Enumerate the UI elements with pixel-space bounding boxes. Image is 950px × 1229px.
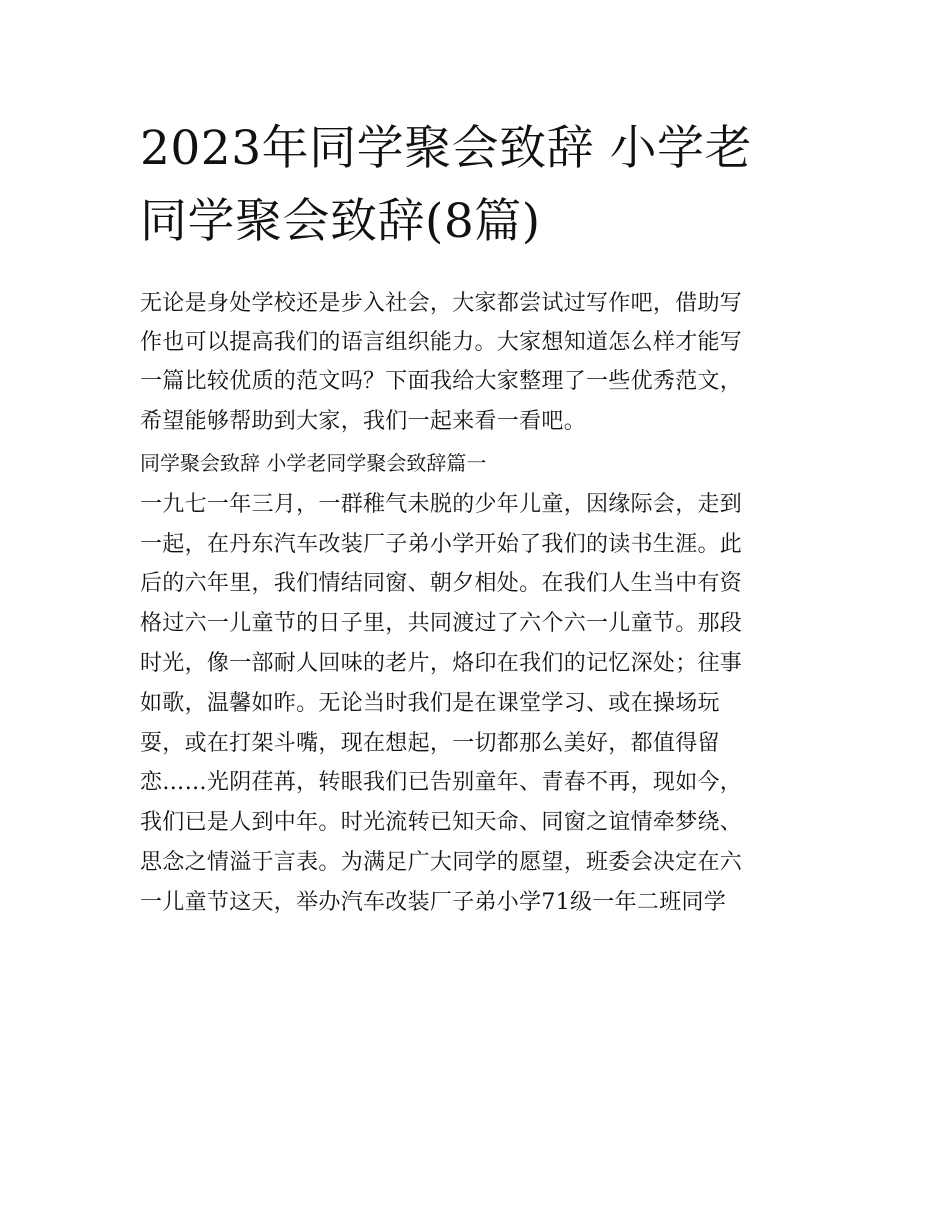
document-content	[140, 112, 816, 923]
body-line: 后的六年里，我们情结同窗、朝夕相处。在我们人生当中有资	[140, 571, 743, 597]
intro-paragraph	[140, 284, 816, 441]
body-line: 时光，像一部耐人回味的老片，烙印在我们的记忆深处；往事	[140, 651, 743, 676]
body-line: 一起，在丹东汽车改装厂子弟小学开始了我们的读书生涯。此	[140, 531, 743, 557]
body-line: 恋……光阴荏苒，转眼我们已告别童年、青春不再，现如今，	[140, 770, 743, 796]
body-line: 思念之情溢于言表。为满足广大同学的愿望，班委会决定在六	[140, 849, 743, 875]
body-line: 如歌，温馨如昨。无论当时我们是在课堂学习、或在操场玩	[140, 690, 720, 716]
intro-line: 一篇比较优质的范文吗？下面我给大家整理了一些优秀范文，	[140, 369, 743, 395]
body-line: 格过六一儿童节的日子里，共同渡过了六个六一儿童节。那段	[140, 611, 743, 637]
body-line: 一九七一年三月，一群稚气未脱的少年儿童，因缘际会，走到	[140, 491, 743, 517]
intro-line: 无论是身处学校还是步入社会，大家都尝试过写作吧，借助写	[140, 291, 743, 316]
intro-line: 作也可以提高我们的语言组织能力。大家想知道怎么样才能写	[140, 330, 743, 356]
body-line: 一儿童节这天，举办汽车改装厂子弟小学71级一年二班同学	[140, 889, 727, 915]
intro-line: 希望能够帮助到大家，我们一起来看一看吧。	[140, 408, 587, 434]
document-title	[140, 112, 816, 258]
body-paragraph	[140, 485, 816, 923]
body-line: 耍，或在打架斗嘴，现在想起，一切都那么美好，都值得留	[140, 730, 720, 756]
section-heading: 同学聚会致辞 小学老同学聚会致辞篇一	[140, 450, 487, 475]
body-line: 我们已是人到中年。时光流转已知天命、同窗之谊情牵梦绕、	[140, 810, 743, 836]
title-line: 同学聚会致辞(8篇)	[140, 194, 541, 249]
title-line: 2023年同学聚会致辞 小学老	[140, 121, 753, 176]
